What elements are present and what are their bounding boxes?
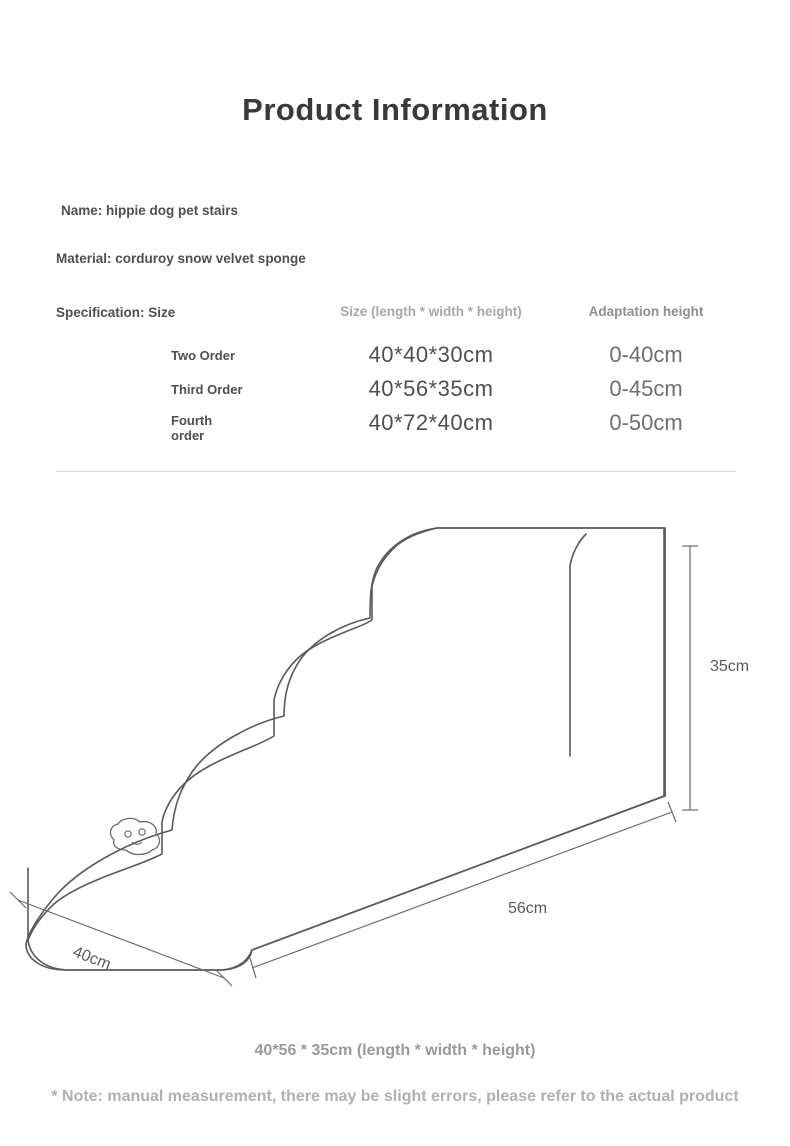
product-material-line: Material: corduroy snow velvet sponge bbox=[56, 251, 306, 266]
row-adaptation-value: 0-50cm bbox=[609, 410, 683, 435]
row-size-value: 40*56*35cm bbox=[368, 376, 494, 401]
size-table bbox=[56, 298, 736, 443]
height-dimension-line bbox=[682, 546, 698, 810]
table-header-adaptation: Adaptation height bbox=[588, 304, 704, 319]
width-label: 40cm bbox=[70, 943, 114, 974]
table-header-row bbox=[56, 298, 736, 326]
pet-stairs-illustration bbox=[0, 500, 790, 1000]
diagram-caption: 40*56 * 35cm (length * width * height) bbox=[254, 1042, 536, 1059]
row-size-value: 40*40*30cm bbox=[368, 342, 494, 367]
product-name-line: Name: hippie dog pet stairs bbox=[61, 203, 239, 218]
height-label: 35cm bbox=[710, 658, 750, 675]
width-dimension-line bbox=[10, 892, 232, 986]
table-header-specification: Specification: Size bbox=[56, 305, 176, 320]
row-order-label: Third Order bbox=[171, 382, 243, 397]
measurement-note: * Note: manual measurement, there may be slight errors, please refer to the actual product bbox=[51, 1088, 739, 1105]
length-label: 56cm bbox=[508, 900, 548, 917]
row-order-label: Fourth order bbox=[171, 413, 213, 443]
row-adaptation-value: 0-45cm bbox=[609, 376, 683, 401]
row-order-label: Two Order bbox=[171, 348, 236, 363]
spec-text-block bbox=[56, 203, 736, 266]
row-size-value: 40*72*40cm bbox=[368, 410, 494, 435]
table-header-size: Size (length * width * height) bbox=[340, 304, 522, 319]
length-dimension-line bbox=[250, 802, 676, 978]
page-title: Product Information bbox=[242, 92, 548, 127]
product-diagram bbox=[0, 500, 790, 1000]
row-adaptation-value: 0-40cm bbox=[609, 342, 683, 367]
section-divider bbox=[56, 471, 736, 472]
